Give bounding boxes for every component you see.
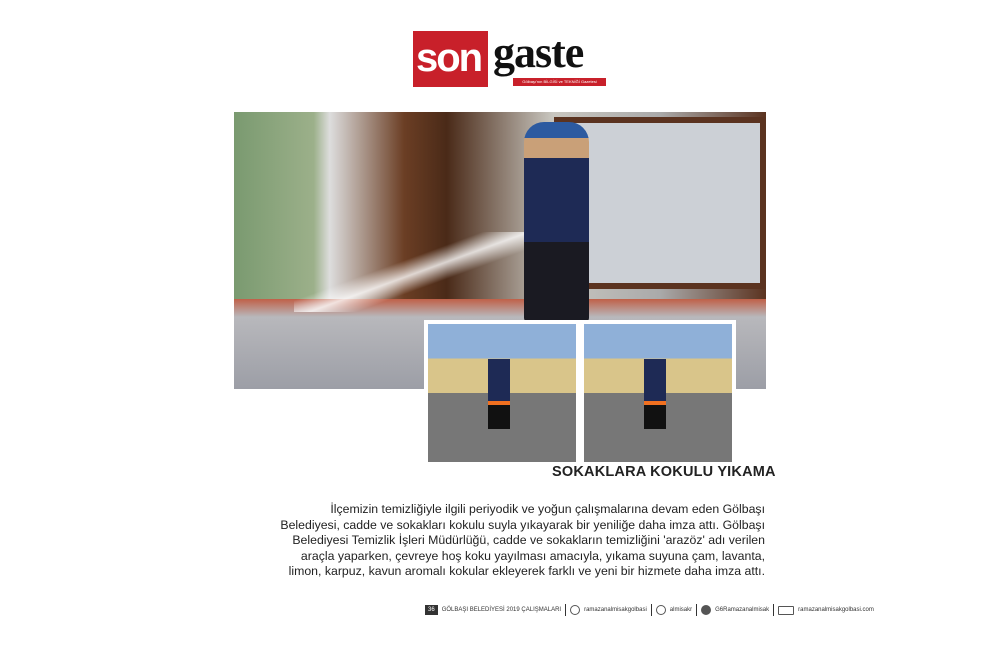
logo-son: son <box>416 36 482 80</box>
facebook-handle[interactable]: ramazanalmisakgolbasi <box>584 607 647 613</box>
instagram-handle[interactable]: almisakr <box>669 607 693 613</box>
website-link[interactable]: ramazanalmisakgolbasi.com <box>798 607 874 613</box>
inset-photo-1 <box>424 320 580 466</box>
article-title: SOKAKLARA KOKULU YIKAMA <box>552 464 776 480</box>
page-number: 36 <box>425 605 438 615</box>
twitter-handle[interactable]: G6Ramazanalmisak <box>715 607 770 613</box>
article-body: İlçemizin temizliğiyle ilgili periyodik ve yoğun çalışmalarına devam eden Gölbaşı Belediyesi, cadde ve sokakları kokulu suyla yıkayarak bir yeniliğe daha imza attı. Gölbaşı Belediyesi Temizlik İşleri Müdürlüğü, cadde ve sokakların temizliğini 'arazöz' adı verilen araçla yaparken, çevreye hoş koku yayılması amacıyla, yıkama suyuna çam, lavanta, limon, karpuz, kavun aromalı kokular ekleyerek farklı ve yeni bir hizmete daha imza attı. <box>280 502 765 578</box>
logo-gaste: gaste <box>493 28 584 77</box>
newspaper-logo <box>413 28 606 87</box>
divider <box>696 604 697 616</box>
web-icon <box>778 606 794 615</box>
divider <box>773 604 774 616</box>
page-footer <box>425 603 874 617</box>
section-label: GÖLBAŞI BELEDİYESİ 2019 ÇALIŞMALARI <box>441 607 562 613</box>
divider <box>565 604 566 616</box>
instagram-icon <box>656 605 666 615</box>
inset-photo-2 <box>580 320 736 466</box>
divider <box>651 604 652 616</box>
facebook-icon <box>570 605 580 615</box>
twitter-icon <box>701 605 711 615</box>
logo-tagline: Gölbaşı'nın BİLGİSİ ve TEKNİĞİ Gazetesi <box>513 78 606 86</box>
